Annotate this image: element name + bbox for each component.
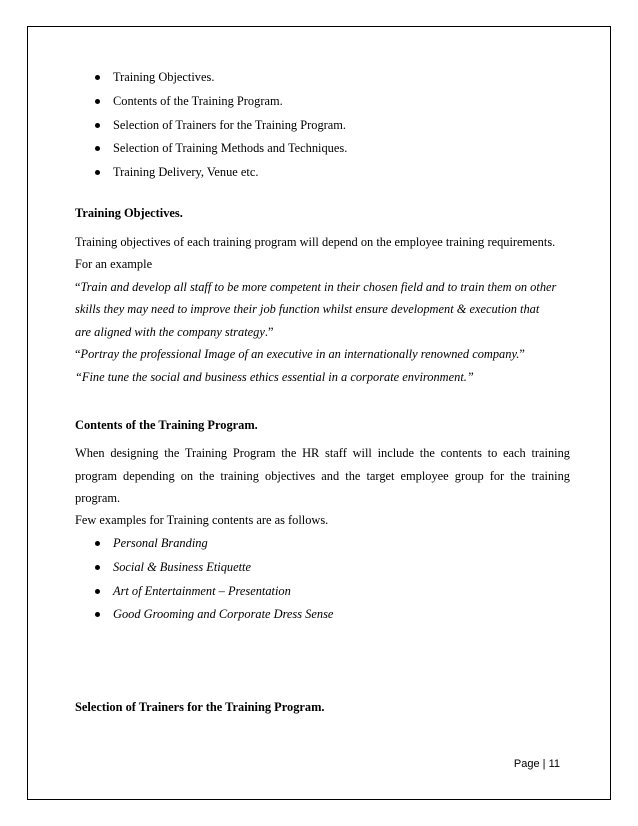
list-item: Art of Entertainment – Presentation	[75, 580, 570, 604]
bullet-icon	[95, 75, 100, 80]
list-item: Training Objectives.	[75, 66, 570, 90]
quote-line: skills they may need to improve their job function whilst ensure development & execution that	[75, 302, 540, 317]
list-item: Selection of Training Methods and Techniques.	[75, 137, 570, 161]
quote-line: “Portray the professional Image of an executive in an internationally renowned company.”	[75, 347, 525, 362]
quote-line: “Train and develop all staff to be more competent in their chosen field and to train them on other	[75, 279, 557, 294]
page-number: Page | 11	[513, 758, 560, 770]
training-objectives-heading: Training Objectives.	[75, 205, 183, 220]
bullet-icon	[95, 612, 100, 617]
bullet-icon	[95, 589, 100, 594]
contents-heading: Contents of the Training Program.	[75, 418, 258, 433]
bullet-icon	[95, 99, 100, 104]
bullet-icon	[95, 146, 100, 151]
bullet-icon	[95, 123, 100, 128]
top-bullet-list	[75, 66, 570, 185]
contents-paragraph: When designing the Training Program the HR staff will include the contents to each training program depending on the training objectives and the target employee group for the training program.	[75, 446, 570, 506]
list-item: Training Delivery, Venue etc.	[75, 161, 570, 185]
list-item: Selection of Trainers for the Training Program.	[75, 114, 570, 138]
list-item: Social & Business Etiquette	[75, 556, 570, 580]
list-item: Good Grooming and Corporate Dress Sense	[75, 603, 570, 627]
quote-line: are aligned with the company strategy.”	[75, 324, 274, 339]
bullet-icon	[95, 541, 100, 546]
page-content	[75, 66, 570, 716]
trainers-heading: Selection of Trainers for the Training Program.	[75, 700, 325, 715]
examples-label: Few examples for Training contents are as follows.	[75, 512, 329, 527]
bullet-icon	[95, 565, 100, 570]
list-item: Contents of the Training Program.	[75, 90, 570, 114]
contents-example-list	[75, 532, 570, 627]
objectives-intro: Training objectives of each training program will depend on the employee training requirements.	[75, 234, 556, 249]
quote-line: “Fine tune the social and business ethics essential in a corporate environment.”	[75, 369, 474, 384]
list-item: Personal Branding	[75, 532, 570, 556]
bullet-icon	[95, 170, 100, 175]
example-label: For an example	[75, 257, 153, 272]
